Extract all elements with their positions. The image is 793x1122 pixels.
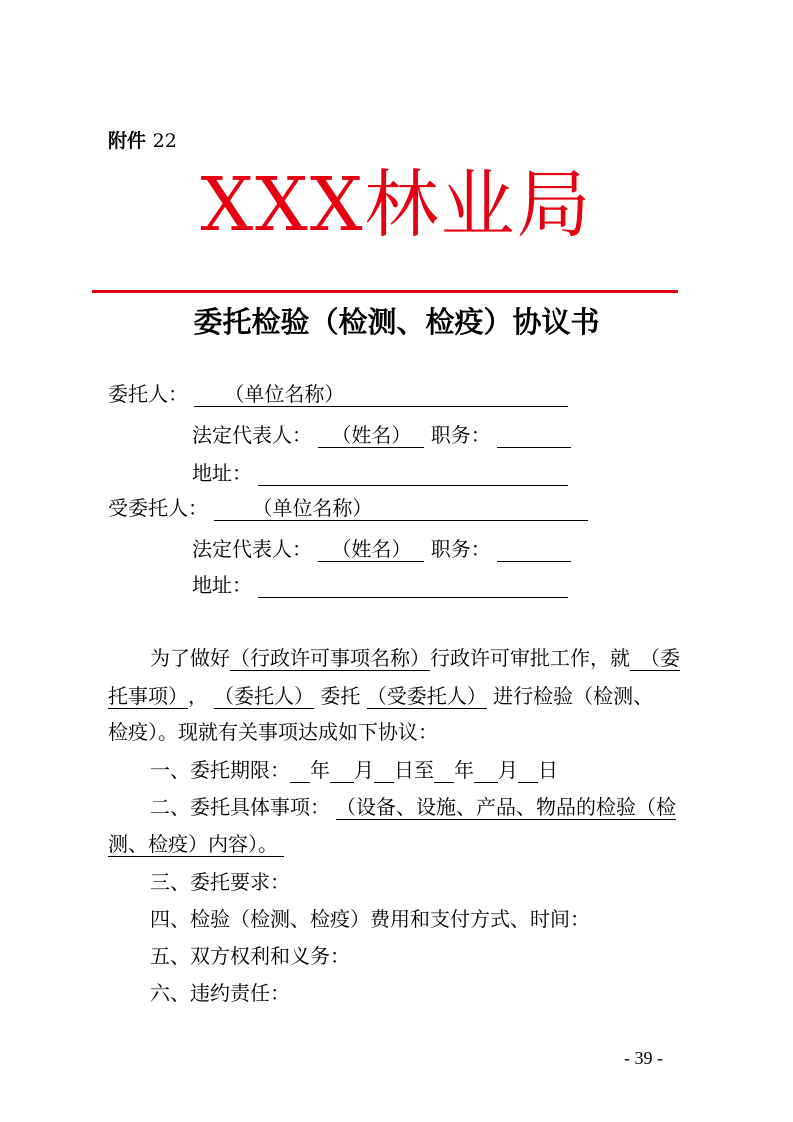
attachment-word: 附件: [108, 130, 147, 152]
agent-rep-name-field: （姓名）: [318, 539, 424, 562]
client-line: [108, 384, 568, 407]
page-number: - 39 -: [624, 1048, 663, 1068]
month-1: 月: [354, 758, 374, 782]
agent-rep-label: 法定代表人：: [192, 537, 312, 561]
paragraph-line-3: 检疫）。现就有关事项达成如下协议：: [108, 720, 438, 744]
client-ref-field: （委托人）: [214, 684, 314, 708]
p1-comma: ，: [188, 684, 208, 708]
client-position-label: 职务：: [430, 423, 491, 447]
month-blank-1: [330, 760, 354, 783]
client-name-field: （单位名称）: [194, 384, 568, 407]
organization-name: XXX林业局: [200, 162, 593, 248]
matter-field-b: 托事项）: [108, 684, 188, 708]
agent-line: [108, 498, 588, 521]
p1-text-b: 行政许可审批工作，就: [430, 646, 630, 670]
item-2-label: 二、委托具体事项：: [150, 795, 330, 819]
item-5: 五、双方权利和义务：: [150, 944, 350, 968]
agent-position-field: [497, 539, 571, 562]
p1-inspect-a: 进行检验（检测、: [493, 684, 654, 708]
client-address-field: [258, 463, 568, 486]
item-2-line-1: [150, 797, 676, 820]
agent-address-line: [192, 575, 568, 598]
attachment-label: [108, 126, 177, 153]
agent-position-label: 职务：: [430, 537, 491, 561]
year-blank-2: [434, 760, 454, 783]
day-1: 日至: [394, 758, 434, 782]
paragraph-line-1: [150, 648, 680, 671]
client-address-label: 地址：: [192, 461, 252, 485]
item-1-label: 一、委托期限：: [150, 758, 290, 782]
agent-label: 受委托人：: [108, 496, 208, 520]
p1-text-a: 为了做好: [150, 646, 230, 670]
attachment-number: 22: [152, 130, 177, 152]
item-6: 六、违约责任：: [150, 981, 290, 1005]
agent-rep-line: [192, 539, 571, 562]
item-2-content-b: 测、检疫）内容）。: [108, 834, 284, 857]
item-2-line-2: [108, 834, 284, 857]
agent-name-field: （单位名称）: [214, 498, 588, 521]
red-divider: [92, 290, 678, 293]
paragraph-line-2: [108, 686, 653, 709]
permit-item-field: （行政许可事项名称）: [230, 646, 430, 670]
item-1: [150, 760, 558, 783]
month-blank-2: [474, 760, 498, 783]
month-2: 月: [498, 758, 518, 782]
agent-address-field: [258, 575, 568, 598]
agent-ref-field: （受委托人）: [366, 684, 487, 708]
client-rep-name-field: （姓名）: [318, 425, 424, 448]
item-3: 三、委托要求：: [150, 870, 290, 894]
client-address-line: [192, 463, 568, 486]
day-blank-1: [374, 760, 394, 783]
year-2: 年: [454, 758, 474, 782]
matter-field-a: （委: [630, 648, 680, 671]
client-rep-label: 法定代表人：: [192, 423, 312, 447]
p1-entrust: 委托: [320, 684, 361, 708]
client-position-field: [497, 425, 571, 448]
year-blank-1: [290, 760, 310, 783]
client-label: 委托人：: [108, 382, 188, 406]
document-title: 委托检验（检测、检疫）协议书: [193, 305, 600, 339]
client-rep-line: [192, 425, 571, 448]
year-1: 年: [310, 758, 330, 782]
item-2-content-a: （设备、设施、产品、物品的检验（检: [336, 795, 676, 819]
day-blank-2: [518, 760, 538, 783]
item-4: 四、检验（检测、检疫）费用和支付方式、时间：: [150, 907, 590, 931]
day-2: 日: [538, 758, 558, 782]
agent-address-label: 地址：: [192, 573, 252, 597]
